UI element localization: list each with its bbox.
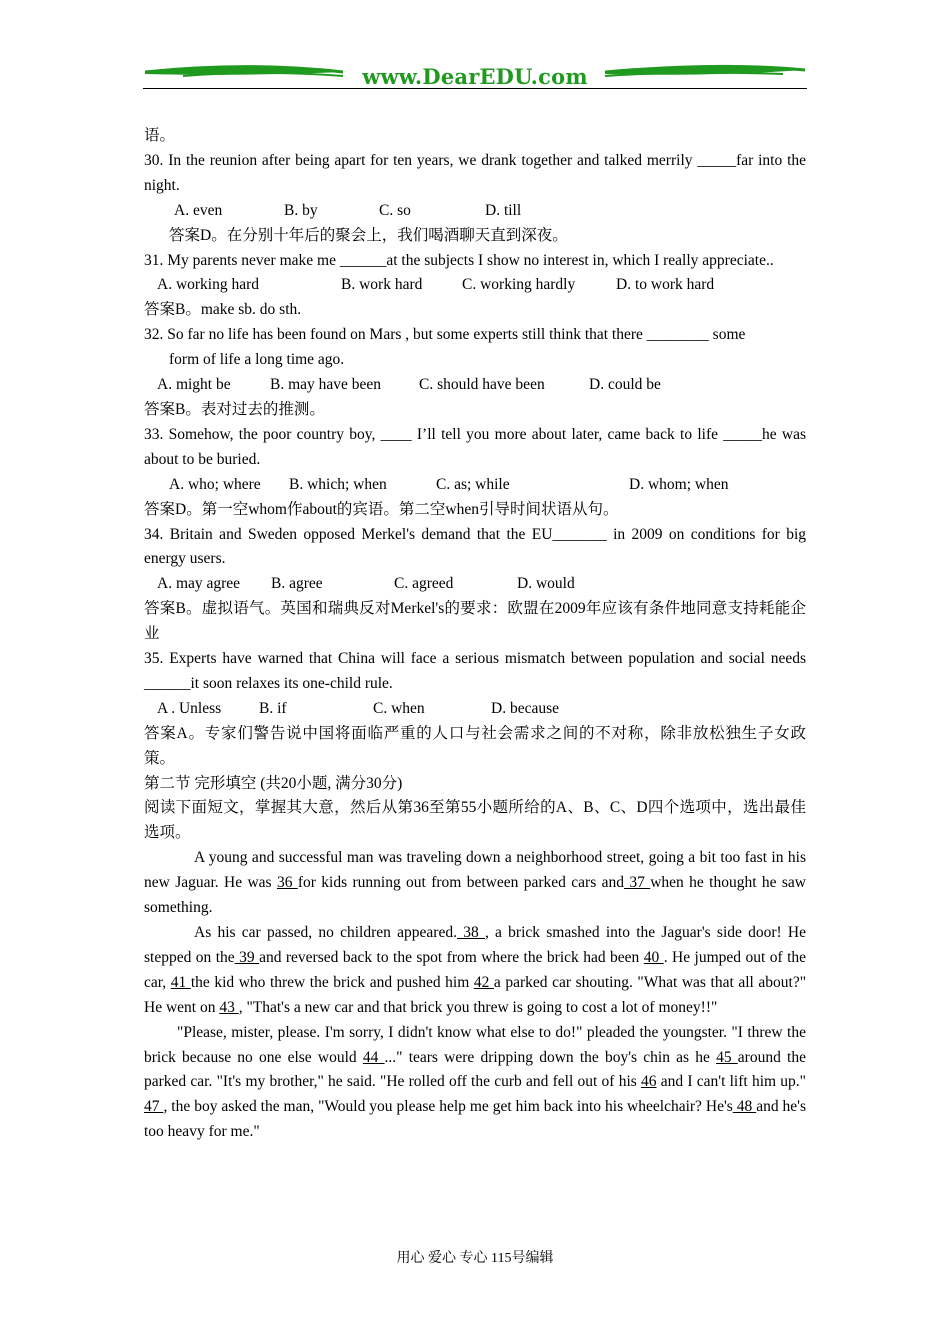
question-35-options: [144, 697, 806, 722]
question-34: 34. Britain and Sweden opposed Merkel's demand that the EU_______ in 2009 on conditions for big energy users.: [144, 525, 806, 568]
option-b: B. may have been: [270, 376, 382, 394]
blank-41: 41: [170, 973, 191, 991]
option-d: D. because: [491, 699, 559, 717]
question-31-options: [144, 273, 806, 298]
header-divider: [143, 88, 807, 89]
question-32-cont: form of life a long time ago.: [169, 351, 345, 369]
question-32-options: [144, 373, 806, 398]
option-a: A. might be: [157, 376, 231, 394]
section-instructions: 阅读下面短文，掌握其大意，然后从第36至第55小题所给的A、B、C、D四个选项中，选出最佳选项。: [144, 799, 806, 842]
passage-paragraph-2: As his car passed, no children appeared. 38 , a brick smashed into the Jaguar's side door! He stepped on the 39 and reversed back to the spot from where the brick had been 40 . He jumped out of the car, 41 the kid who threw the brick and pushed him 42 a parked car shouting. "What was that all about?" He went on 43 , "That's a new car and that brick you threw is going to cost a lot of money!!": [144, 924, 807, 1016]
blank-42: 42: [473, 973, 494, 991]
option-b: B. by: [284, 201, 318, 219]
question-33: 33. Somehow, the poor country boy, ____ I’ll tell you more about later, came back to life _____he was about to be buried.: [144, 425, 806, 468]
continued-text: 语。: [144, 127, 176, 144]
option-a: A. working hard: [157, 276, 260, 294]
option-d: D. would: [517, 575, 575, 593]
blank-37: 37: [623, 874, 651, 892]
blank-47: 47: [144, 1098, 164, 1116]
option-d: D. to work hard: [616, 276, 715, 294]
blank-36: 36: [276, 874, 298, 892]
section-heading: 第二节 完形填空 (共20小题, 满分30分): [144, 774, 403, 792]
page-footer: 用心 爱心 专心 115号编辑: [396, 1251, 554, 1266]
option-b: B. work hard: [341, 276, 423, 294]
question-34-options: [144, 572, 806, 597]
question-31: 31. My parents never make me ______at the subjects I show no interest in, which I really appreciate..: [144, 251, 774, 269]
option-c: C. working hardly: [462, 276, 576, 294]
option-d: D. could be: [589, 376, 661, 394]
answer-32: 答案B。表对过去的推测。: [144, 400, 325, 418]
passage-paragraph-1: A young and successful man was traveling down a neighborhood street, going a bit too fast in his new Jaguar. He was 36 for kids running out from between parked cars and 37 when he thought he saw something.: [144, 849, 807, 917]
option-a: A. who; where: [169, 475, 261, 493]
answer-30: 答案D。在分别十年后的聚会上，我们喝酒聊天直到深夜。: [169, 226, 568, 244]
answer-35: 答案A。专家们警告说中国将面临严重的人口与社会需求之间的不对称，除非放松独生子女政策。: [144, 724, 806, 767]
option-d: D. whom; when: [629, 475, 729, 493]
question-30: 30. In the reunion after being apart for ten years, we drank together and talked merrily _____far into the night.: [144, 151, 806, 194]
blank-48: 48: [732, 1098, 757, 1116]
option-a: A . Unless: [157, 699, 222, 717]
blank-44: 44: [362, 1048, 385, 1066]
question-30-options: [144, 199, 806, 224]
option-a: A. even: [174, 201, 223, 219]
question-32: 32. So far no life has been found on Mars , but some experts still think that there ________ some: [144, 326, 746, 344]
option-b: B. agree: [271, 575, 323, 593]
page-header: [143, 62, 807, 92]
blank-45: 45: [716, 1048, 738, 1066]
document-body: [144, 124, 806, 1145]
answer-34: 答案B。虚拟语气。英国和瑞典反对Merkel's的要求：欧盟在2009年应该有条件地同意支持耗能企业: [144, 600, 806, 643]
option-b: B. which; when: [289, 475, 387, 493]
option-a: A. may agree: [157, 575, 241, 593]
site-logo-text: www.DearEDU.com: [362, 64, 588, 89]
blank-46: 46: [641, 1073, 657, 1091]
blank-40: 40: [643, 948, 664, 966]
blank-43: 43: [219, 998, 239, 1016]
option-c: C. should have been: [419, 376, 545, 394]
blank-39: 39: [234, 948, 260, 966]
option-b: B. if: [259, 699, 287, 717]
blank-38: 38: [456, 924, 485, 941]
option-c: C. agreed: [394, 575, 454, 593]
option-c: C. as; while: [436, 475, 510, 493]
answer-31: 答案B。make sb. do sth.: [144, 301, 302, 319]
answer-33: 答案D。第一空whom作about的宾语。第二空when引导时间状语从句。: [144, 500, 619, 518]
option-c: C. when: [373, 699, 425, 717]
question-35: 35. Experts have warned that China will face a serious mismatch between population and social needs ______it soon relaxes its one-child rule.: [144, 650, 806, 692]
question-33-options: [144, 473, 806, 498]
passage-paragraph-3: "Please, mister, please. I'm sorry, I didn't know what else to do!" pleaded the youngster. "I threw the brick because no one else would 44 ..." tears were dripping down the boy's chin as he 45 around the parked car. "It's my brother," he said. "He rolled off the curb and fell out of his 46 and I can't lift him up." 47 , the boy asked the man, "Would you please help me get him back into his wheelchair? He's 48 and he's too heavy for me.": [144, 1023, 806, 1141]
option-c: C. so: [379, 201, 411, 219]
option-d: D. till: [485, 201, 522, 219]
